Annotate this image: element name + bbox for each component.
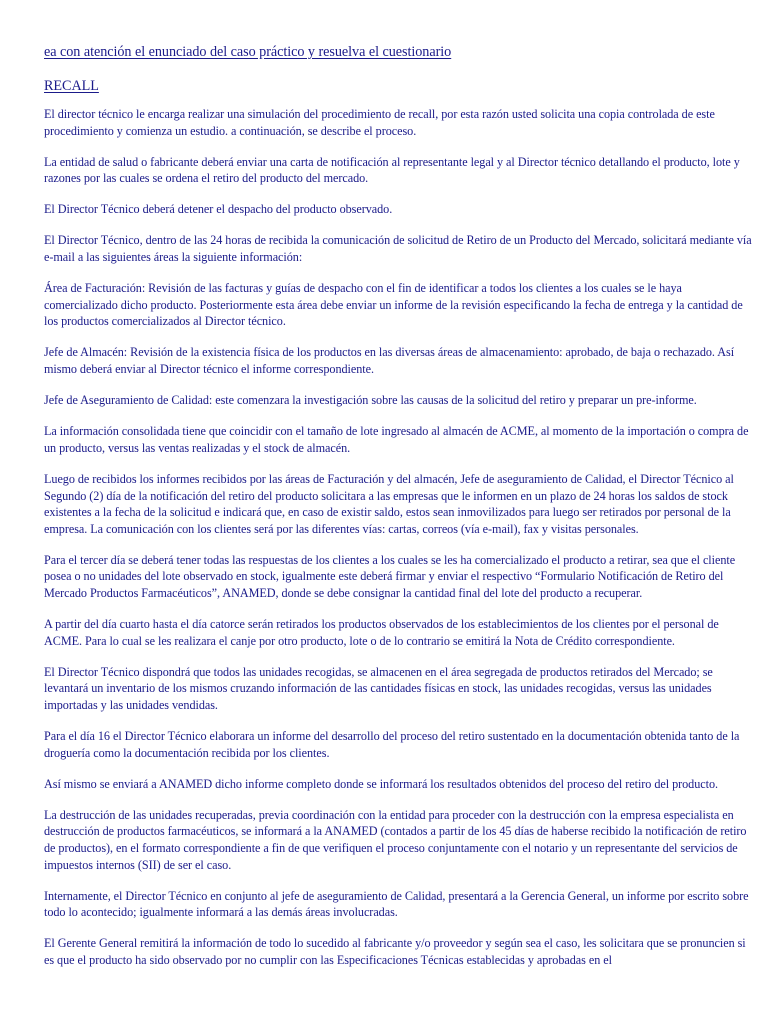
paragraph: Así mismo se enviará a ANAMED dicho informe completo donde se informará los resultados obtenidos del proceso del retiro del producto. <box>44 776 718 791</box>
paragraph: El Director Técnico deberá detener el despacho del producto observado. <box>44 202 393 217</box>
paragraph: Para el día 16 el Director Técnico elaborara un informe del desarrollo del proceso del retiro sustentado en la documentación obtenida tanto de la droguería como la documentación recibida por los clientes. <box>44 729 740 760</box>
document-body <box>44 42 756 983</box>
paragraph: A partir del día cuarto hasta el día catorce serán retirados los productos observados de los establecimientos de los clientes por el personal de ACME. Para lo cual se les realizara el canje por otro producto, lote o de lo contrario se emitirá la Nota de Crédito correspondiente. <box>44 617 719 648</box>
paragraph: Jefe de Aseguramiento de Calidad: este comenzara la investigación sobre las causas de la solicitud del retiro y preparar un pre-informe. <box>44 393 697 408</box>
paragraph: La información consolidada tiene que coincidir con el tamaño de lote ingresado al almacén de ACME, al momento de la importación o compra de un producto, versus las ventas realizadas y el stock de almacén. <box>44 424 749 455</box>
paragraph: Área de Facturación: Revisión de las facturas y guías de despacho con el fin de identificar a todos los clientes a los cuales se le haya comercializado dicho producto. Posteriormente esta área debe enviar un informe de la revisión especificando la fecha de entrega y la cantidad de los productos comercializados al Director técnico. <box>44 281 743 329</box>
document-heading: ea con atención el enunciado del caso práctico y resuelva el cuestionario <box>44 44 452 60</box>
paragraph: El Gerente General remitirá la información de todo lo sucedido al fabricante y/o proveedor y según sea el caso, les solicitara que se pronuncien si es que el producto ha sido observado por no cumplir con las Especificaciones Técnicas establecidas y aprobadas en el <box>44 936 746 967</box>
paragraph: El Director Técnico dispondrá que todos las unidades recogidas, se almacenen en el área segregada de productos retirados del Mercado; se levantará un inventario de los mismos cruzando información de las cantidades físicas en stock, las unidades recogidas, versus las unidades importadas y las unidades vendidas. <box>44 664 713 712</box>
paragraph: El director técnico le encarga realizar una simulación del procedimiento de recall, por esta razón usted solicita una copia controlada de este procedimiento y comienza un estudio. a continuación, se describe el proceso. <box>44 107 715 138</box>
paragraph: La destrucción de las unidades recuperadas, previa coordinación con la entidad para proceder con la destrucción con la empresa especialista en destrucción de productos farmacéuticos, se informará a la ANAMED (contados a partir de los 45 días de haberse recibido la notificación de retiro de productos), en el formato correspondiente a fin de que verifiquen el proceso conjuntamente con el notario y un representante del servicios de impuestos internos (SII) de ser el caso. <box>44 807 747 872</box>
paragraph: Internamente, el Director Técnico en conjunto al jefe de aseguramiento de Calidad, presentará a la Gerencia General, un informe por escrito sobre todo lo acontecido; igualmente informará a las demás áreas involucradas. <box>44 888 749 920</box>
paragraph: Luego de recibidos los informes recibidos por las áreas de Facturación y del almacén, Jefe de aseguramiento de Calidad, el Director Técnico al Segundo (2) día de la notificación del retiro del producto solicitara a las empresas que le informen en un plazo de 24 horas los saldos de stock existentes a la fecha de la solicitud e indicará que, en caso de existir saldo, estos sean inmovilizados para luego ser retirados por personal de la empresa. La comunicación con los clientes será por las diferentes vías: cartas, correos (vía e-mail), fax y visitas personales. <box>44 471 734 536</box>
paragraph: El Director Técnico, dentro de las 24 horas de recibida la comunicación de solicitud de Retiro de un Producto del Mercado, solicitará mediante vía e-mail a las siguientes áreas la siguiente información: <box>44 233 752 265</box>
paragraph: La entidad de salud o fabricante deberá enviar una carta de notificación al representante legal y al Director técnico detallando el producto, lote y razones por las cuales se ordena el retiro del producto del mercado. <box>44 154 740 186</box>
paragraph: Jefe de Almacén: Revisión de la existencia física de los productos en las diversas áreas de almacenamiento: aprobado, de baja o rechazado. Así mismo deberá enviar al Director técnico el informe correspondiente. <box>44 345 735 377</box>
section-title-recall: RECALL <box>44 78 99 94</box>
paragraph: Para el tercer día se deberá tener todas las respuestas de los clientes a los cuales se les ha comercializado el producto a retirar, sea que el cliente posea o no unidades del lote observado en stock, igualmente este deberá firmar y enviar el respectivo “Formulario Notificación de Retiro del Mercado Productos Farmacéuticos”, ANAMED, donde se debe consignar la cantidad final del lote del producto a recuperar. <box>44 552 736 600</box>
